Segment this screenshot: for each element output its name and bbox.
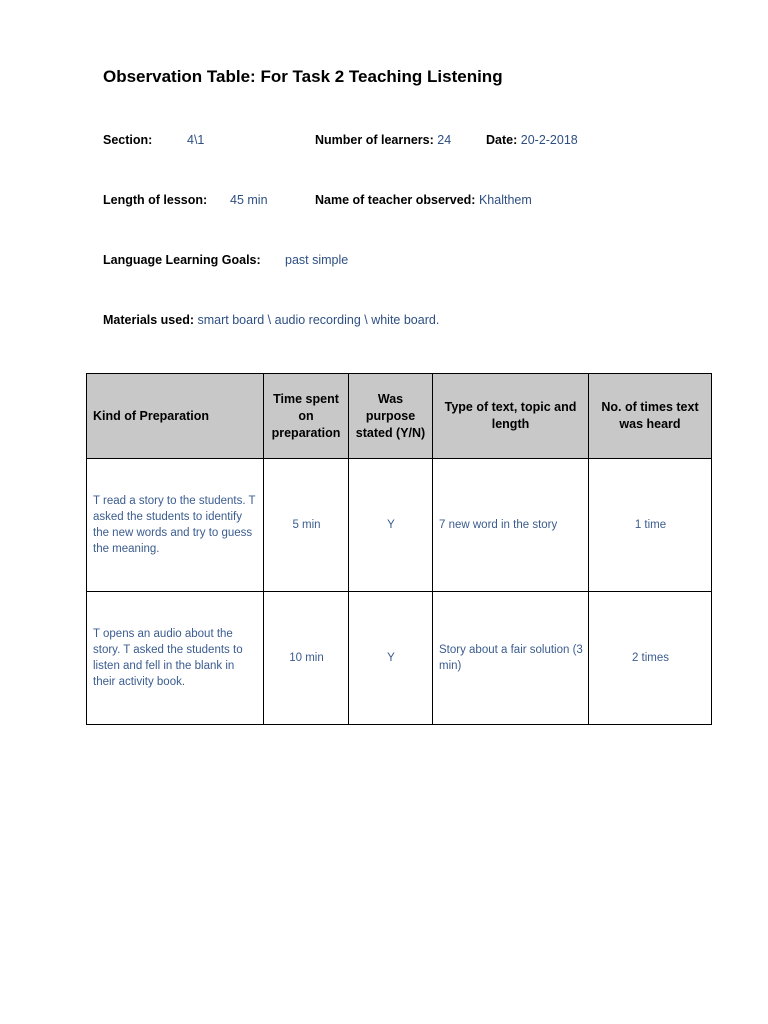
section-value-wrap [187,133,204,147]
section-label: Section: [103,133,153,147]
learners-label: Number of learners: [315,133,434,147]
goals-field [103,253,261,267]
cell-preparation: T read a story to the students. T asked the students to identify the new words and try to guess the meaning. [87,459,264,592]
section-value: 4\1 [187,133,205,147]
materials-label: Materials used: [103,313,195,327]
learners-field [315,133,451,147]
table-header-row [87,374,712,459]
header-kind-of-preparation: Kind of Preparation [87,374,264,459]
teacher-value: Khalthem [478,193,532,207]
cell-text-type: Story about a fair solution (3 min) [433,592,589,725]
learners-value: 24 [437,133,452,147]
section-field [103,133,152,147]
cell-times-heard: 1 time [589,459,712,592]
materials-field [103,313,439,327]
cell-time: 10 min [264,592,349,725]
cell-time: 5 min [264,459,349,592]
observation-table [86,373,712,725]
length-value-wrap [230,193,268,207]
date-label: Date: [486,133,518,147]
header-purpose-stated: Was purpose stated (Y/N) [349,374,433,459]
goals-label: Language Learning Goals: [103,253,261,267]
cell-preparation: T opens an audio about the story. T asked the students to listen and fell in the blank in their activity book. [87,592,264,725]
materials-value: smart board \ audio recording \ white board. [197,313,440,327]
teacher-label: Name of teacher observed: [315,193,476,207]
length-field [103,193,207,207]
table-row [87,459,712,592]
length-value: 45 min [230,193,268,207]
header-times-heard: No. of times text was heard [589,374,712,459]
table-row [87,592,712,725]
header-time-spent: Time spent on preparation [264,374,349,459]
header-type-of-text: Type of text, topic and length [433,374,589,459]
teacher-field [315,193,532,207]
cell-purpose: Y [349,459,433,592]
goals-value: past simple [285,253,349,267]
cell-purpose: Y [349,592,433,725]
date-field [486,133,578,147]
length-label: Length of lesson: [103,193,208,207]
page-title: Observation Table: For Task 2 Teaching Listening [103,67,503,86]
goals-value-wrap [285,253,348,267]
date-value: 20-2-2018 [520,133,578,147]
cell-times-heard: 2 times [589,592,712,725]
cell-text-type: 7 new word in the story [433,459,589,592]
